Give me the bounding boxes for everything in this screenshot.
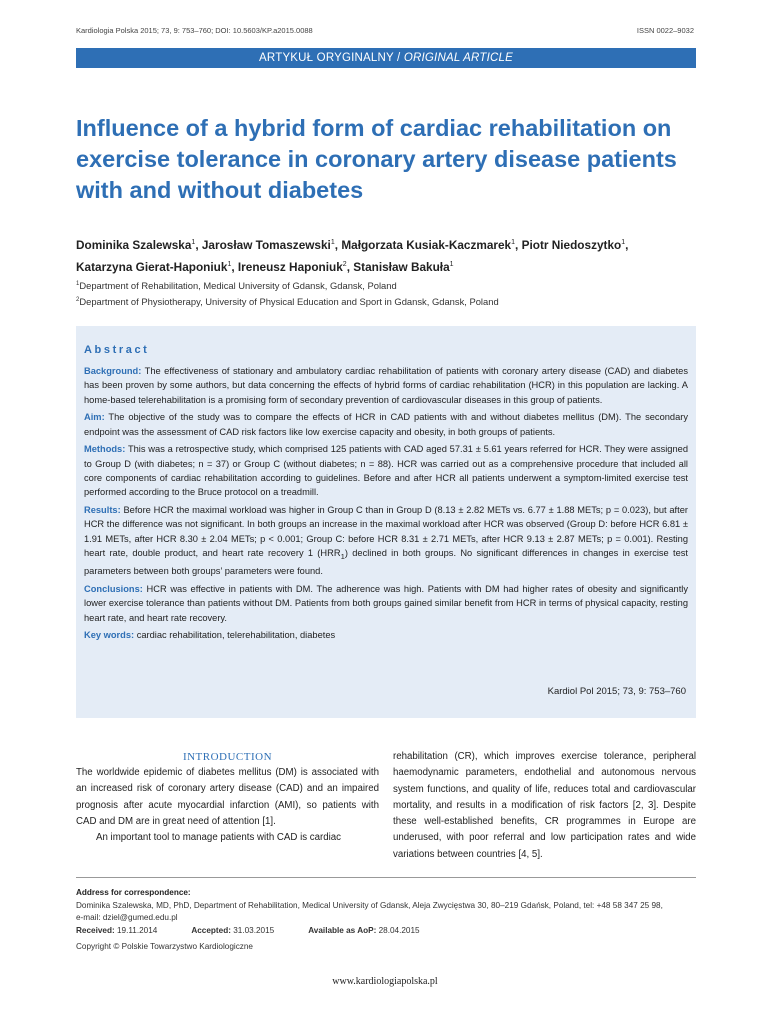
body-column-right (393, 749, 696, 863)
submission-dates: Received: 19.11.2014 Accepted: 31.03.2015 Available as AoP: 28.04.2015 (76, 925, 420, 935)
author-affiliation-marker: 2 (342, 260, 347, 268)
abstract-body (84, 364, 688, 646)
author-affiliation-marker: 1 (511, 239, 516, 246)
author-name: Katarzyna Gierat-Haponiuk (76, 259, 228, 274)
author-name: Małgorzata Kusiak-Kaczmarek (341, 237, 512, 252)
author-name: Ireneusz Haponiuk (237, 259, 343, 274)
journal-citation-header: Kardiologia Polska 2015; 73, 9: 753–760; DOI: 10.5603/KP.a2015.0088 (76, 26, 313, 35)
abstract-background: Background: The effectiveness of stationary and ambulatory cardiac rehabilitation of patients with coronary artery disease (CAD) and diabetes has been proven by some authors, but data concerning the effects of hybrid forms of cardiac rehabilitation (HCR) in this population are lacking. A home-based telerehabilitation is a promising form of secondary prevention of cardiovascular diseases in this group of patients. (84, 366, 688, 405)
intro-paragraph: An important tool to manage patients with CAD is cardiac (96, 832, 341, 844)
body-column-left (76, 749, 379, 846)
abstract-methods: Methods: This was a retrospective study, which comprised 125 patients with CAD aged 57.31 ± 5.61 years referred for HCR. They were assigned to Group D (with diabetes; n = 37) or Group C (without diabetes; n = 88). HCR was carried out as a comprehensive procedure that included all core components of cardiac rehabilitation according to guidelines. Before and after HCR all patients underwent a symptom-limited exercise test performed according to the Bruce protocol on a treadmill. (84, 444, 688, 498)
author-name: Piotr Niedoszytko (521, 237, 622, 252)
author-affiliation-marker: 1 (227, 260, 232, 268)
abstract-keywords: Key words: cardiac rehabilitation, telerehabilitation, diabetes (84, 630, 336, 641)
correspondence-block (76, 887, 696, 954)
abstract-box (76, 326, 696, 718)
article-type-banner (76, 48, 696, 68)
abstract-aim: Aim: The objective of the study was to compare the effects of HCR in CAD patients with and without diabetes mellitus (DM). The secondary endpoint was the assessment of CAD risk factors like low exercise capacity and obesity, in both groups of patients. (84, 412, 688, 437)
correspondence-email: e-mail: dziel@gumed.edu.pl (76, 913, 178, 922)
author-affiliation-marker: 1 (191, 239, 196, 246)
article-type-polish: ARTYKUŁ ORYGINALNY / (259, 52, 404, 64)
issn-header: ISSN 0022–9032 (636, 26, 694, 35)
journal-website-link[interactable]: www.kardiologiapolska.pl (332, 976, 438, 987)
footnote-divider (76, 877, 696, 878)
abstract-conclusions: Conclusions: HCR was effective in patients with DM. The adherence was high. Patients with DM had higher rates of obesity and significantly lower exercise tolerance than patients without DM. Patients from both groups gained similar benefit from HCR in terms of physical capacity, resting heart rate, and heart rate recovery. (84, 584, 688, 623)
author-affiliation-marker: 1 (621, 239, 626, 246)
article-type-english: ORIGINAL ARTICLE (403, 52, 513, 64)
author-affiliation-marker: 1 (449, 260, 454, 268)
author-list: Dominika Szalewska$^1$, Jarosław Tomaszewski$^1$, Małgorzata Kusiak-Kaczmarek$^1$, Piotr Niedoszytko$^1$, Katarzyna Gierat-Haponiuk$^1$, Ireneusz Haponiuk$^2$, Stanisław Bakuła$^1$ (76, 237, 629, 274)
abstract-heading: Abstract (84, 344, 150, 356)
author-name: Stanisław Bakuła (353, 259, 450, 274)
article-title: Influence of a hybrid form of cardiac rehabilitation on exercise tolerance in coronary artery disease patients with and without diabetes (76, 115, 677, 203)
correspondence-heading: Address for correspondence: (76, 888, 191, 897)
intro-paragraph-continued: rehabilitation (CR), which improves exercise tolerance, peripheral haemodynamic parameters, endothelial and autonomous nervous system functions, and quality of life, reduces total and cardiovascular mortality, and results in a modification of risk factors [2, 3]. Despite these well-established benefits, CR programmes in Europe are underused, with poor referral and low participation rates and wide variations between countries [4, 5]. (393, 751, 696, 860)
correspondence-address: Dominika Szalewska, MD, PhD, Department of Rehabilitation, Medical University of Gdansk, Aleja Zwycięstwa 30, 80–219 Gdańsk, Poland, tel: +48 58 347 25 98, (76, 900, 663, 910)
affiliation: $^1$Department of Rehabilitation, Medical University of Gdansk, Gdansk, Poland (76, 280, 397, 291)
running-header (76, 26, 694, 38)
intro-paragraph: The worldwide epidemic of diabetes mellitus (DM) is associated with an increased risk of coronary artery disease (CAD) and an impaired prognosis after acute myocardial infarction (AMI), so patients with CAD and DM are in great need of attention [1]. (76, 767, 379, 827)
abstract-citation: Kardiol Pol 2015; 73, 9: 753–760 (547, 686, 686, 697)
affiliation: $^2$Department of Physiotherapy, University of Physical Education and Sport in Gdansk, Gdansk, Poland (76, 296, 499, 307)
abstract-results: Results: Before HCR the maximal workload was higher in Group C than in Group D (8.13 ± 2.82 METs vs. 6.77 ± 1.88 METs; p = 0.023), but after HCR the difference was not significant. In both groups an increase in the maximal workload after HCR was observed (Group D: before HCR 6.81 ± 1.91 METs, after HCR 8.30 ± 2.04 METs; p < 0.001; Group C: before HCR 8.31 ± 2.71 METs, after HCR 9.13 ± 2.87 METs; p = 0.001). Resting heart rate, double product, and heart rate recovery 1 $(HRR_1)$ declined in both groups. No significant differences in changes in exercise test parameters between both groups’ parameters were found. (84, 505, 688, 577)
author-name: Jarosław Tomaszewski (201, 237, 331, 252)
author-affiliation-marker: 1 (330, 239, 335, 246)
author-name: Dominika Szalewska (76, 237, 192, 252)
copyright-notice: Copyright © Polskie Towarzystwo Kardiologiczne (76, 942, 253, 951)
introduction-heading: INTRODUCTION (182, 751, 273, 763)
